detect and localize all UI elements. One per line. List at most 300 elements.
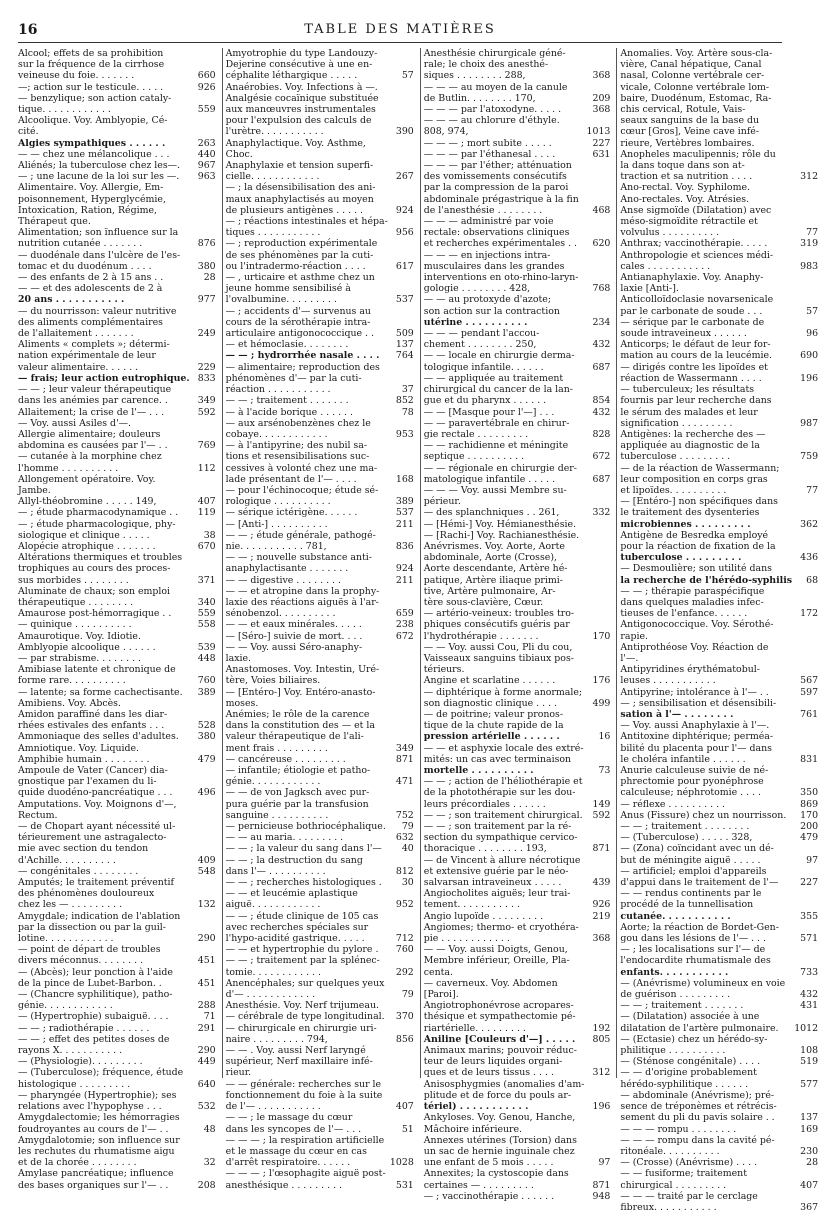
- index-entry: [226, 832, 414, 843]
- entry-text: soude intraveineux . . . . . .: [620, 328, 747, 340]
- index-entry: [424, 238, 611, 249]
- entry-text: phénomènes d'— par la cuti-: [225, 372, 362, 384]
- index-entry: [424, 899, 611, 910]
- index-entry: [620, 631, 818, 642]
- entry-text: — alimentaire; reproduction des: [225, 361, 380, 373]
- entry-text: Antigène de Besredka employé: [620, 529, 769, 541]
- index-entry: [424, 563, 611, 574]
- entry-page-ref: 368: [592, 933, 611, 945]
- entry-page-ref: 73: [598, 765, 611, 776]
- index-entry: [424, 82, 611, 93]
- entry-text: réaction de Wassermann . . . .: [620, 372, 762, 384]
- index-entry: [620, 384, 818, 395]
- entry-page-ref: 532: [197, 1101, 216, 1113]
- index-entry: [620, 877, 818, 888]
- entry-page-ref: 407: [800, 1179, 818, 1191]
- entry-text: rayons X. . . . . . . . . . .: [18, 1045, 123, 1057]
- index-entry: [620, 552, 818, 563]
- entry-text: — [Séro-] suivie de mort. . . .: [225, 630, 363, 642]
- entry-text: — à l'acide borique . . . . . .: [225, 406, 353, 418]
- entry-text: Antipyridines érythématobul-: [620, 664, 760, 676]
- entry-text: Angine et scarlatine . . . . . .: [423, 675, 556, 687]
- entry-text: dans l'— . . . . . . . . . .: [225, 865, 326, 877]
- entry-text: — ; une lacune de la loi sur les —.: [18, 171, 180, 183]
- entry-page-ref: 389: [395, 496, 414, 508]
- entry-text: — ; vaccinothérapie . . . . . .: [423, 1190, 555, 1202]
- entry-text: — — ; traitement par la splénec-: [225, 955, 380, 967]
- index-entry: [424, 126, 611, 137]
- index-entry: [424, 1067, 611, 1078]
- entry-page-ref: 812: [395, 865, 414, 877]
- entry-page-ref: 761: [800, 708, 818, 720]
- index-entry: [424, 362, 611, 373]
- index-entry: [620, 619, 818, 630]
- entry-page-ref: 28: [203, 272, 216, 284]
- entry-page-ref: 948: [592, 1190, 611, 1202]
- index-entry: [620, 395, 818, 406]
- entry-text: — — ; son traitement chirurgical.: [423, 809, 583, 821]
- entry-page-ref: 833: [197, 372, 216, 384]
- entry-text: Aniline [Couleurs d'—] . . . . .: [423, 1033, 576, 1045]
- index-entry: [424, 597, 611, 608]
- entry-text: — ; accidents d'— survenus au: [225, 305, 371, 317]
- entry-page-ref: 924: [395, 563, 414, 575]
- index-entry: [18, 899, 216, 910]
- entry-page-ref: 219: [592, 910, 611, 922]
- index-entry: [226, 776, 414, 787]
- index-entry: [620, 754, 818, 765]
- entry-text: — — rachidienne et méningite: [423, 440, 569, 452]
- entry-text: dans les anémies par carence. .: [18, 395, 168, 407]
- entry-page-ref: 168: [395, 473, 414, 485]
- index-entry: [424, 575, 611, 586]
- entry-text: — — ; la valeur du sang dans l'—: [225, 843, 382, 855]
- entry-text: — infantile; étiologie et patho-: [225, 765, 371, 776]
- index-entry: [424, 743, 611, 754]
- entry-page-ref: 211: [395, 574, 414, 586]
- entry-text: réaction . . . . . . . . . . .: [225, 384, 331, 396]
- entry-text: son diagnostic clinique . . . .: [423, 697, 558, 709]
- index-entry: [226, 317, 414, 328]
- entry-text: Angiocholites aiguës; leur trai-: [423, 888, 571, 900]
- entry-page-ref: 559: [197, 608, 216, 620]
- entry-text: — sérique par le carbonate de: [620, 316, 765, 328]
- index-entry: [424, 967, 611, 978]
- index-entry: [18, 799, 216, 810]
- index-entry: [18, 552, 216, 563]
- index-entry: [18, 888, 216, 899]
- index-entry: [620, 1023, 818, 1034]
- entry-text: Alcoolique. Voy. Amblyopie, Cé-: [18, 115, 168, 127]
- entry-text: — — ; leur valeur thérapeutique: [18, 384, 172, 396]
- entry-text: mation au cours de la leucémie.: [620, 350, 773, 362]
- index-entry: [18, 955, 216, 966]
- entry-page-ref: 132: [197, 899, 216, 911]
- entry-text: abdomina es causées par l'— . .: [18, 440, 168, 452]
- entry-page-ref: 16: [598, 731, 611, 743]
- index-entry: [18, 586, 216, 597]
- entry-text: chirurgical du cancer de la lan-: [423, 384, 573, 396]
- entry-page-ref: 987: [800, 417, 818, 429]
- entry-page-ref: 48: [203, 1123, 216, 1135]
- entry-text: sanguine . . . . . . . . . .: [225, 809, 329, 821]
- entry-page-ref: 96: [806, 328, 818, 340]
- entry-text: Anomalies. Voy. Artère sous-cla-: [620, 48, 773, 59]
- entry-text: baire, Duodénum, Estomac, Ra-: [620, 92, 772, 104]
- entry-text: et lipoïdes. . . . . . . . . .: [620, 484, 727, 496]
- index-entry: [620, 978, 818, 989]
- entry-text: Anticolloïdoclasie novarsenicale: [620, 294, 774, 306]
- index-entry: [226, 395, 414, 406]
- index-entry: [620, 653, 818, 664]
- entry-text: Angiomes; thermo- et cryothéra-: [423, 921, 579, 933]
- entry-text: pression artérielle . . . . . .: [423, 731, 560, 743]
- index-entry: [226, 698, 414, 709]
- entry-text: — benzylique; son action cataly-: [18, 92, 172, 104]
- entry-text: Anesthésie chirurgicale géné-: [423, 48, 566, 59]
- index-entry: [18, 687, 216, 698]
- index-entry: [18, 1180, 216, 1191]
- index-entry: [18, 294, 216, 305]
- entry-text: et extensive guérie par le néo-: [423, 865, 569, 877]
- entry-text: d'— . . . . . . . . . . . .: [225, 989, 316, 1001]
- index-entry: [18, 1067, 216, 1078]
- index-entry: [18, 182, 216, 193]
- index-entry: [18, 608, 216, 619]
- entry-text: Anaphylactique. Voy. Asthme,: [225, 137, 366, 149]
- index-entry: [620, 787, 818, 798]
- entry-text: valeur thérapeutique de l'ali-: [225, 731, 364, 743]
- entry-text: Aorte; la réaction de Bordet-Gen-: [620, 921, 779, 933]
- index-entry: [226, 967, 414, 978]
- entry-page-ref: 208: [197, 1179, 216, 1191]
- entry-text: de Butlin. . . . . . . . 170,: [423, 92, 536, 104]
- entry-text: — aux arsénobenzènes chez le: [225, 417, 371, 429]
- entry-text: Anthrax; vaccinothérapie. . . . .: [620, 238, 768, 250]
- index-entry: [620, 1124, 818, 1135]
- entry-text: abdominale prégastrique à la fin: [423, 193, 579, 205]
- index-entry: [620, 227, 818, 238]
- entry-text: Thérapeut que.: [18, 216, 91, 228]
- entry-page-ref: 312: [592, 1067, 611, 1079]
- entry-text: l'urètre. . . . . . . . . . .: [225, 126, 324, 138]
- index-entry: [18, 787, 216, 798]
- index-entry: [424, 194, 611, 205]
- index-entry: [18, 911, 216, 922]
- index-entry: [620, 306, 818, 317]
- index-entry: [620, 138, 818, 149]
- entry-text: — — chez une mélancolique . . .: [18, 148, 170, 160]
- entry-text: et le massage du cœur en cas: [225, 1145, 367, 1157]
- index-entry: [424, 754, 611, 765]
- index-entry: [620, 149, 818, 160]
- entry-text: d'appui dans le traitement de l'—: [620, 877, 779, 889]
- index-entry: [424, 709, 611, 720]
- index-entry: [226, 104, 414, 115]
- entry-text: — (Chancre syphilitique), patho-: [18, 989, 173, 1001]
- entry-text: leurs précordiales . . . . . .: [423, 798, 546, 810]
- entry-text: — (Sténose congénitale) . . . .: [620, 1056, 761, 1068]
- entry-text: céphalite léthargique . . . . .: [225, 70, 358, 82]
- entry-page-ref: 137: [800, 1112, 818, 1124]
- index-entry: [424, 821, 611, 832]
- entry-page-ref: 924: [395, 204, 414, 216]
- entry-text: — — — rompu . . . . . . . .: [620, 1123, 737, 1135]
- entry-text: cessives à volonté chez une ma-: [225, 462, 378, 474]
- index-columns: [18, 48, 818, 1213]
- entry-page-ref: 592: [197, 406, 216, 418]
- index-entry: [18, 70, 216, 81]
- entry-page-ref: 340: [197, 596, 216, 608]
- index-entry: [424, 866, 611, 877]
- index-entry: [424, 93, 611, 104]
- index-entry: [226, 519, 414, 530]
- entry-text: — — appliquée au traitement: [423, 372, 564, 384]
- index-entry: [620, 944, 818, 955]
- index-entry: [424, 877, 611, 888]
- entry-page-ref: 200: [800, 821, 818, 833]
- entry-text: patique, Artère iliaque primi-: [423, 574, 563, 586]
- index-entry: [18, 731, 216, 742]
- entry-text: l'homme . . . . . . . . . .: [18, 462, 119, 474]
- index-entry: [18, 743, 216, 754]
- index-entry: [226, 238, 414, 249]
- entry-text: et recherches expérimentales . .: [423, 238, 578, 250]
- index-entry: [18, 93, 216, 104]
- entry-text: Alcool; effets de sa prohibition: [18, 48, 164, 59]
- index-entry: [226, 855, 414, 866]
- entry-page-ref: 57: [806, 305, 818, 317]
- entry-page-ref: 617: [395, 260, 414, 272]
- index-entry: [424, 48, 611, 59]
- index-entry: [226, 126, 414, 137]
- index-entry: [620, 586, 818, 597]
- entry-text: septique . . . . . . . . . .: [423, 451, 525, 463]
- index-entry: [18, 575, 216, 586]
- index-entry: [226, 350, 414, 361]
- entry-page-ref: 468: [592, 204, 611, 216]
- entry-text: calculeuse; néphrotomie . . . .: [620, 787, 762, 799]
- entry-text: Altérations thermiques et troubles: [18, 552, 183, 564]
- entry-text: Ankyloses. Voy. Genou, Hanche,: [423, 1112, 576, 1124]
- index-entry: [226, 93, 414, 104]
- entry-text: thoracique . . . . . . . . 193,: [423, 843, 547, 855]
- entry-page-ref: 672: [395, 630, 414, 642]
- entry-page-ref: 234: [592, 316, 611, 328]
- entry-text: — — ; nouvelle substance anti-: [225, 552, 372, 564]
- entry-text: traction et sa nutrition . . . .: [620, 171, 753, 183]
- entry-page-ref: 977: [197, 294, 216, 306]
- entry-text: son action sur la contraction: [423, 305, 560, 317]
- index-entry: [226, 731, 414, 742]
- entry-text: — du nourrisson: valeur nutritive: [18, 305, 177, 317]
- entry-text: certaines — . . . . . . . . .: [423, 1179, 534, 1191]
- entry-text: Anurie calculeuse suivie de né-: [620, 765, 769, 776]
- entry-text: vicale, Colonne vertébrale lom-: [620, 81, 770, 93]
- entry-page-ref: 176: [592, 675, 611, 687]
- index-entry: [226, 1168, 414, 1179]
- index-entry: [226, 608, 414, 619]
- index-entry: [226, 1067, 414, 1078]
- entry-text: cielle. . . . . . . . . . . .: [225, 171, 320, 183]
- index-entry: [424, 675, 611, 686]
- index-entry: [620, 1191, 818, 1202]
- index-entry: [620, 1056, 818, 1067]
- index-entry: [620, 731, 818, 742]
- entry-text: Anopheles maculipennis; rôle du: [620, 148, 776, 160]
- index-entry: [424, 261, 611, 272]
- index-entry: [620, 463, 818, 474]
- entry-text: — [Entéro-] non spécifiques dans: [620, 496, 778, 508]
- entry-text: — (Anévrisme) volumineux en voie: [620, 977, 786, 989]
- entry-page-ref: 926: [197, 81, 216, 93]
- index-entry: [18, 507, 216, 518]
- index-entry: [18, 373, 216, 384]
- index-entry: [620, 182, 818, 193]
- entry-text: Antianaphylaxie. Voy. Anaphy-: [620, 272, 764, 284]
- entry-text: — — ; thérapie paraspécifique: [620, 585, 765, 597]
- entry-text: rhées estivales des enfants . . .: [18, 720, 165, 732]
- entry-text: — — — au chlorure d'éthyle.: [423, 115, 560, 127]
- index-entry: [226, 1101, 414, 1112]
- index-entry: [424, 384, 611, 395]
- index-entry: [424, 1011, 611, 1022]
- entry-text: — — et des adolescents de 2 à: [18, 283, 163, 295]
- entry-page-ref: 362: [800, 518, 818, 530]
- entry-text: — — — administré par voie: [423, 216, 554, 228]
- entry-text: histologique . . . . . . . . .: [18, 1078, 131, 1090]
- entry-text: l'ovalbumine. . . . . . . . .: [225, 294, 337, 306]
- entry-text: Aorte descendante, Artère hé-: [423, 563, 568, 575]
- entry-text: thésique et sympathectomie pé-: [423, 1011, 576, 1023]
- index-entry: [226, 272, 414, 283]
- index-entry: [18, 1101, 216, 1112]
- index-entry: [18, 126, 216, 137]
- entry-text: rieur.: [225, 1067, 252, 1079]
- entry-page-ref: 97: [806, 854, 818, 866]
- index-entry: [18, 810, 216, 821]
- entry-text: — — — au moyen de la canule: [423, 81, 568, 93]
- entry-text: maux anaphylactisés au moyen: [225, 193, 374, 205]
- index-entry: [18, 967, 216, 978]
- index-entry: [226, 586, 414, 597]
- index-entry: [226, 575, 414, 586]
- entry-text: Allyl-théobromine . . . . . 149,: [18, 496, 157, 508]
- entry-text: dans les syncopes de l'— . . .: [225, 1123, 362, 1135]
- entry-text: — (Tuberculose) . . . . . 328,: [620, 832, 753, 844]
- entry-text: Ano-rectal. Voy. Syphilome.: [620, 182, 750, 194]
- index-entry: [424, 418, 611, 429]
- index-entry: [226, 205, 414, 216]
- header-rule: [18, 42, 782, 43]
- entry-page-ref: 712: [395, 933, 414, 945]
- index-entry: [226, 1045, 414, 1056]
- index-entry: [424, 855, 611, 866]
- index-entry: [226, 373, 414, 384]
- index-entry: [226, 1146, 414, 1157]
- index-entry: [424, 1180, 611, 1191]
- index-entry: [226, 160, 414, 171]
- entry-text: tique. . . . . . . . . . . .: [18, 104, 111, 116]
- entry-page-ref: 263: [197, 137, 216, 149]
- index-entry: [18, 429, 216, 440]
- entry-page-ref: 368: [592, 70, 611, 82]
- index-entry: [226, 70, 414, 81]
- index-entry: [424, 1090, 611, 1101]
- index-entry: [226, 474, 414, 485]
- index-entry: [424, 1157, 611, 1168]
- index-entry: [226, 1079, 414, 1090]
- index-entry: [620, 843, 818, 854]
- entry-text: Intoxication, Ration, Régime,: [18, 204, 157, 216]
- entry-text: tique de la chute rapide de la: [423, 720, 564, 732]
- index-entry: [620, 1157, 818, 1168]
- entry-text: tement. . . . . . . . . . .: [423, 899, 520, 911]
- index-entry: [620, 1146, 818, 1157]
- index-entry: [18, 451, 216, 462]
- index-entry: [226, 687, 414, 698]
- index-entry: [226, 1135, 414, 1146]
- index-entry: [620, 1135, 818, 1146]
- index-entry: [18, 160, 216, 171]
- index-entry: [18, 339, 216, 350]
- entry-text: — (Zona) coïncidant avec un dé-: [620, 843, 774, 855]
- index-entry: [620, 1101, 818, 1112]
- index-entry: [226, 440, 414, 451]
- entry-text: Antigènes: la recherche des —: [620, 428, 766, 440]
- entry-text: — quinique . . . . . . . . . .: [18, 619, 132, 631]
- entry-text: Anévrismes. Voy. Aorte, Aorte: [423, 540, 565, 552]
- index-entry: [620, 1011, 818, 1022]
- entry-page-ref: 380: [197, 731, 216, 743]
- entry-text: Amygdalotomie; son influence sur: [18, 1134, 180, 1146]
- entry-text: — point de départ de troubles: [18, 944, 161, 956]
- entry-text: le choléra infantile . . . . . .: [620, 753, 746, 765]
- entry-page-ref: 192: [592, 1022, 611, 1034]
- entry-text: Allongement opératoire. Voy.: [18, 473, 156, 485]
- entry-text: d'Achille. . . . . . . . . .: [18, 854, 116, 866]
- entry-text: tieuses de l'enfance. . . . . .: [620, 608, 748, 620]
- index-entry: [424, 888, 611, 899]
- entry-text: jeune homme sensibilisé à: [225, 283, 351, 295]
- index-entry: [18, 597, 216, 608]
- index-entry: [18, 1034, 216, 1045]
- index-entry: [226, 407, 414, 418]
- entry-page-ref: 350: [800, 787, 818, 799]
- index-entry: [424, 451, 611, 462]
- index-entry: [620, 160, 818, 171]
- entry-text: phiques consécutifs guéris par: [423, 619, 570, 631]
- entry-text: Anisosphygmies (anomalies d'am-: [423, 1078, 585, 1090]
- entry-page-ref: 78: [401, 406, 414, 418]
- index-entry: [226, 194, 414, 205]
- index-entry: [424, 1112, 611, 1123]
- entry-text: — — digestive . . . . . . . .: [225, 574, 342, 586]
- index-entry: [424, 1135, 611, 1146]
- entry-page-ref: 40: [401, 843, 414, 855]
- index-entry: [424, 519, 611, 530]
- entry-text: — ; étude pharmacologique, phy-: [18, 518, 176, 530]
- index-entry: [18, 384, 216, 395]
- index-entry: [620, 115, 818, 126]
- index-entry: [18, 821, 216, 832]
- index-entry: [226, 1011, 414, 1022]
- entry-page-ref: 432: [800, 989, 818, 1001]
- index-entry: [18, 776, 216, 787]
- entry-text: — — ; recherches histologiques .: [225, 877, 382, 889]
- entry-text: — diphtérique à forme anormale;: [423, 686, 583, 698]
- entry-page-ref: 854: [592, 395, 611, 407]
